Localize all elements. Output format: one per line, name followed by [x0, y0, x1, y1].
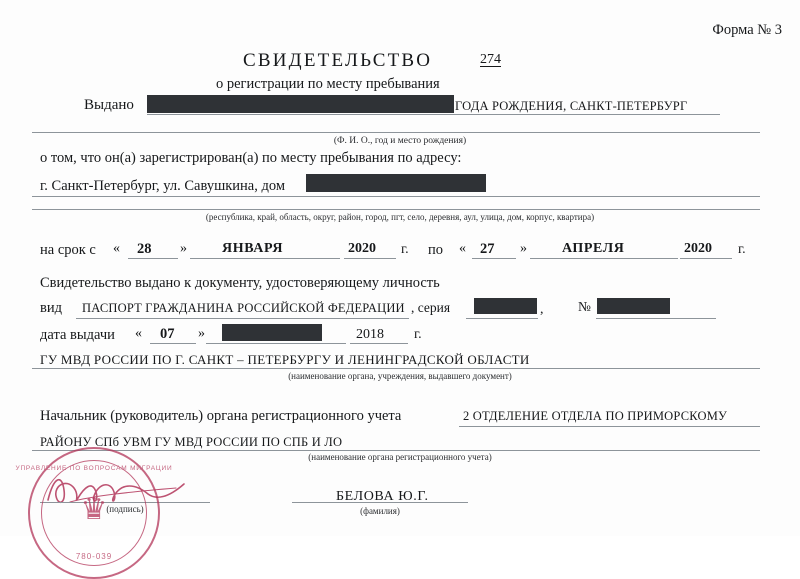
term-from-label: на срок с [40, 242, 96, 258]
redaction-issue-month [222, 324, 322, 341]
redaction-fullname [147, 95, 454, 113]
registration-address: г. Санкт-Петербург, ул. Савушкина, дом [40, 178, 286, 194]
term-g-abbr-from: г. [401, 242, 409, 257]
stamp-top-text: УПРАВЛЕНИЕ ПО ВОПРОСАМ МИГРАЦИИ [15, 465, 173, 472]
redaction-address [306, 174, 486, 192]
rule-address-2 [32, 209, 760, 210]
issued-label: Выдано [84, 97, 134, 113]
caption-registration-organ: (наименование органа регистрационного учета) [308, 452, 492, 462]
term-month-from: ЯНВАРЯ [222, 241, 284, 256]
rule-fio [32, 132, 760, 133]
rule-year-from [344, 258, 396, 259]
birth-year-place: ГОДА РОЖДЕНИЯ, САНКТ-ПЕТЕРБУРГ [455, 99, 688, 113]
page-subtitle: о регистрации по месту пребывания [216, 76, 440, 92]
document-kind-label: вид [40, 300, 62, 316]
term-day-to: 27 [480, 241, 495, 257]
identity-document-intro: Свидетельство выдано к документу, удостоверяющему личность [40, 275, 440, 291]
series-comma: , [540, 302, 544, 317]
chief-organ-line-2: РАЙОНУ СПб УВМ ГУ МВД РОССИИ ПО СПБ И ЛО [40, 435, 343, 449]
rule-issuing-authority [32, 368, 760, 369]
rule-chief-organ-1 [459, 426, 760, 427]
caption-issuing-authority: (наименование органа, учреждения, выдавшего документ) [288, 371, 512, 381]
rule-year-to [680, 258, 732, 259]
term-year-from: 2020 [348, 241, 376, 256]
redaction-series [474, 298, 537, 314]
quote-open-to: « [459, 241, 466, 256]
quote-open-issue: « [135, 326, 142, 341]
rule-issue-day [150, 343, 196, 344]
term-g-abbr-to: г. [738, 242, 746, 257]
issue-date-label: дата выдачи [40, 327, 115, 343]
term-to-label: по [428, 242, 444, 258]
caption-address: (республика, край, область, округ, район, город, пгт, село, деревня, аул, улица, дом, корпус, квартира) [205, 212, 595, 222]
rule-address-1 [32, 196, 760, 197]
page-title: СВИДЕТЕЛЬСТВО [243, 50, 433, 71]
chief-surname: БЕЛОВА Ю.Г. [336, 489, 429, 504]
official-round-stamp [15, 447, 173, 579]
form-number: Форма № 3 [712, 22, 782, 38]
term-year-to: 2020 [684, 241, 712, 256]
double-headed-eagle-icon: ♛ [80, 493, 108, 526]
stamp-bottom-text: 780-039 [75, 552, 113, 561]
registration-statement: о том, что он(а) зарегистрирован(а) по месту пребывания по адресу: [40, 150, 462, 166]
rule-chief-organ-2 [32, 450, 760, 451]
quote-close-to: » [520, 241, 527, 256]
rule-issue-month [206, 343, 346, 344]
rule-surname [292, 502, 468, 503]
term-month-to: АПРЕЛЯ [562, 241, 625, 256]
issue-year: 2018 [356, 327, 384, 342]
caption-signature: (подпись) [106, 504, 144, 514]
issuing-authority: ГУ МВД РОССИИ ПО Г. САНКТ – ПЕТЕРБУРГУ И ЛЕНИНГРАДСКОЙ ОБЛАСТИ [40, 352, 530, 367]
quote-close-issue: » [198, 326, 205, 341]
rule-series [466, 318, 538, 319]
issue-g-abbr: г. [414, 327, 422, 342]
redaction-number [597, 298, 670, 314]
rule-month-from [190, 258, 340, 259]
document-series-label: , серия [411, 300, 451, 315]
document-kind-value: ПАСПОРТ ГРАЖДАНИНА РОССИЙСКОЙ ФЕДЕРАЦИИ [82, 301, 405, 315]
rule-issued [147, 114, 720, 115]
quote-close-from: » [180, 241, 187, 256]
chief-label: Начальник (руководитель) органа регистрационного учета [40, 408, 402, 424]
rule-document-kind [76, 318, 409, 319]
rule-day-from [128, 258, 178, 259]
rule-issue-year [350, 343, 408, 344]
caption-fio: (Ф. И. О., год и место рождения) [333, 136, 467, 146]
chief-organ-line-1: 2 ОТДЕЛЕНИЕ ОТДЕЛА ПО ПРИМОРСКОМУ [463, 409, 728, 423]
caption-surname: (фамилия) [360, 506, 400, 516]
term-day-from: 28 [137, 241, 152, 257]
rule-month-to [530, 258, 678, 259]
quote-open-from: « [113, 241, 120, 256]
document-number-label: № [578, 299, 591, 314]
rule-day-to [472, 258, 516, 259]
rule-number [596, 318, 716, 319]
issue-day: 07 [160, 326, 175, 342]
certificate-number: 274 [480, 52, 501, 67]
